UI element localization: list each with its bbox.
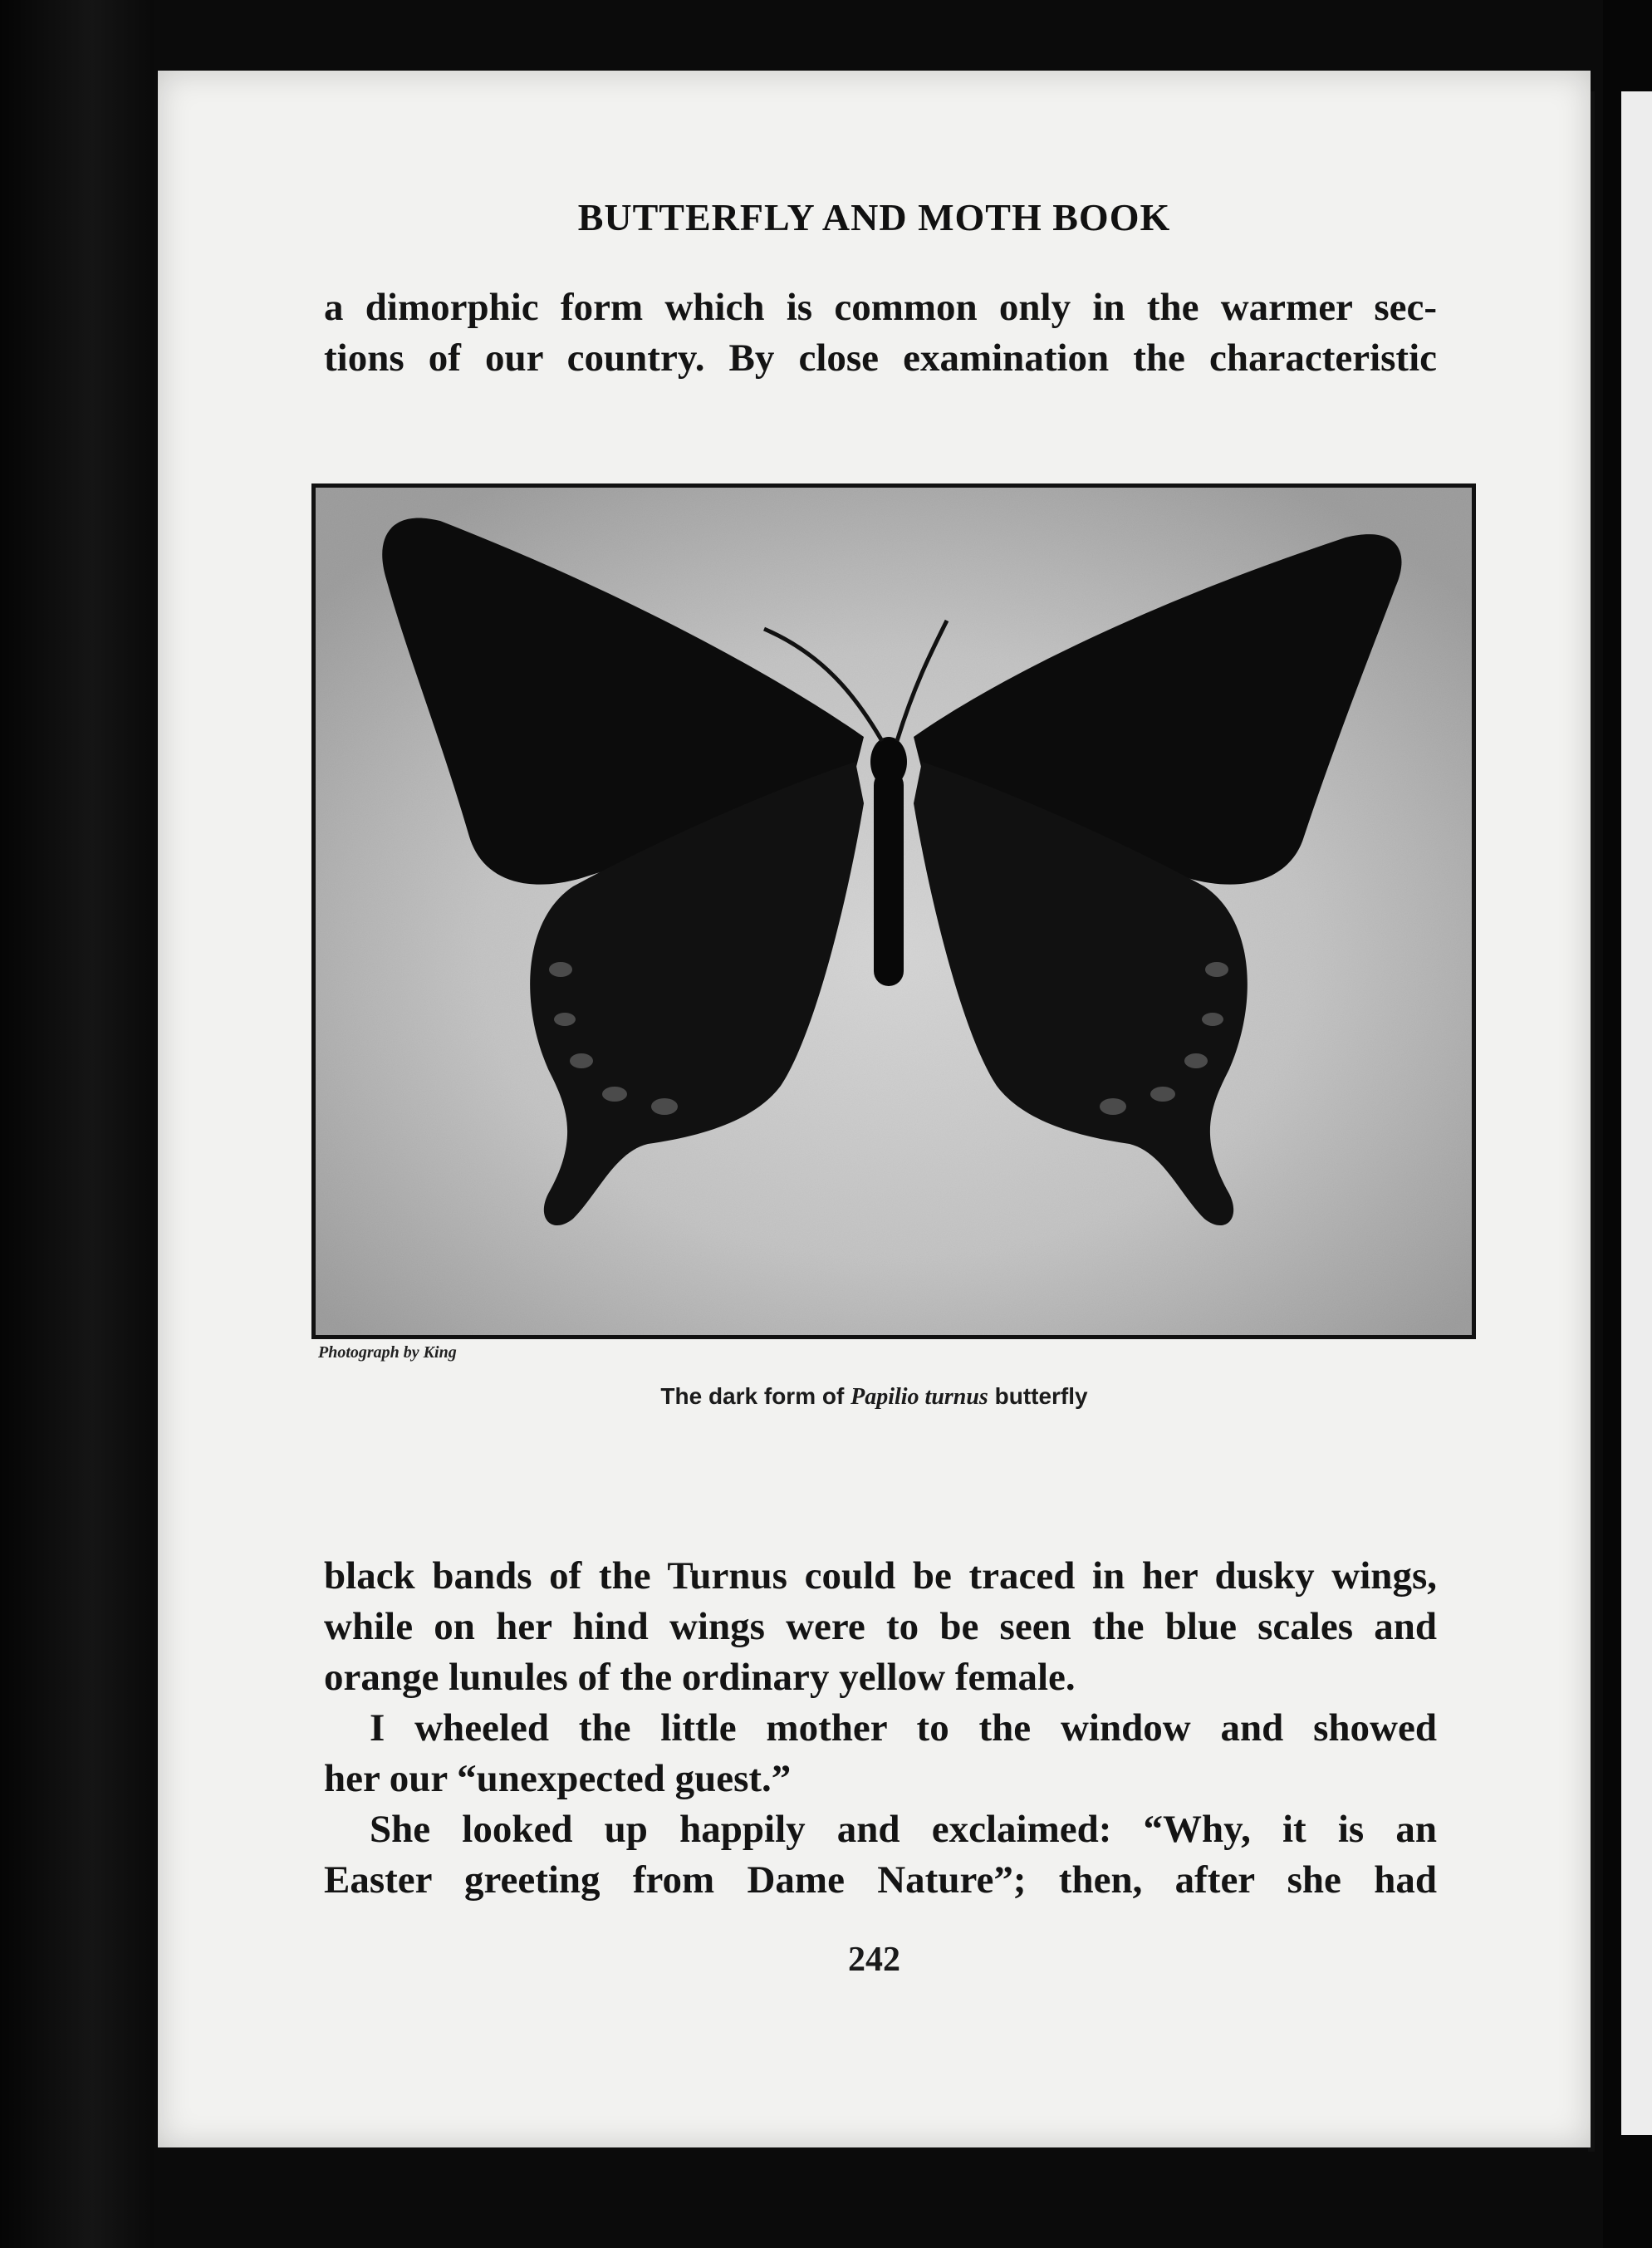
figure-caption	[158, 1383, 1591, 1411]
butterfly-image	[316, 488, 1472, 1335]
text-line: black bands of the Turnus could be traced in her dusky wings,	[324, 1554, 1437, 1598]
text-line: I wheeled the little mother to the window and showed	[370, 1706, 1437, 1750]
scan-left-margin	[0, 0, 154, 2248]
butterfly-photograph	[311, 483, 1476, 1339]
book-page	[158, 71, 1591, 2147]
text-line: a dimorphic form which is common only in the warmer sec-	[324, 286, 1437, 329]
paragraph-bottom	[324, 1551, 1437, 1906]
text-line: orange lunules of the ordinary yellow female.	[324, 1656, 1076, 1699]
paragraph-top	[324, 282, 1437, 384]
text-line: Easter greeting from Dame Nature”; then, after she had	[324, 1858, 1437, 1902]
caption-text: The dark form of	[660, 1383, 851, 1409]
next-page-edge	[1621, 91, 1652, 2135]
photo-credit: Photograph by King	[318, 1343, 457, 1362]
text-line: She looked up happily and exclaimed: “Why, it is an	[370, 1808, 1437, 1851]
caption-text-end: butterfly	[988, 1383, 1088, 1409]
page-number: 242	[848, 1941, 900, 1979]
text-line: tions of our country. By close examination the characteristic	[324, 336, 1437, 380]
running-head: BUTTERFLY AND MOTH BOOK	[577, 196, 1171, 238]
caption-species: Papilio turnus	[851, 1384, 988, 1410]
text-line: her our “unexpected guest.”	[324, 1757, 792, 1800]
text-line: while on her hind wings were to be seen the blue scales and	[324, 1605, 1437, 1648]
